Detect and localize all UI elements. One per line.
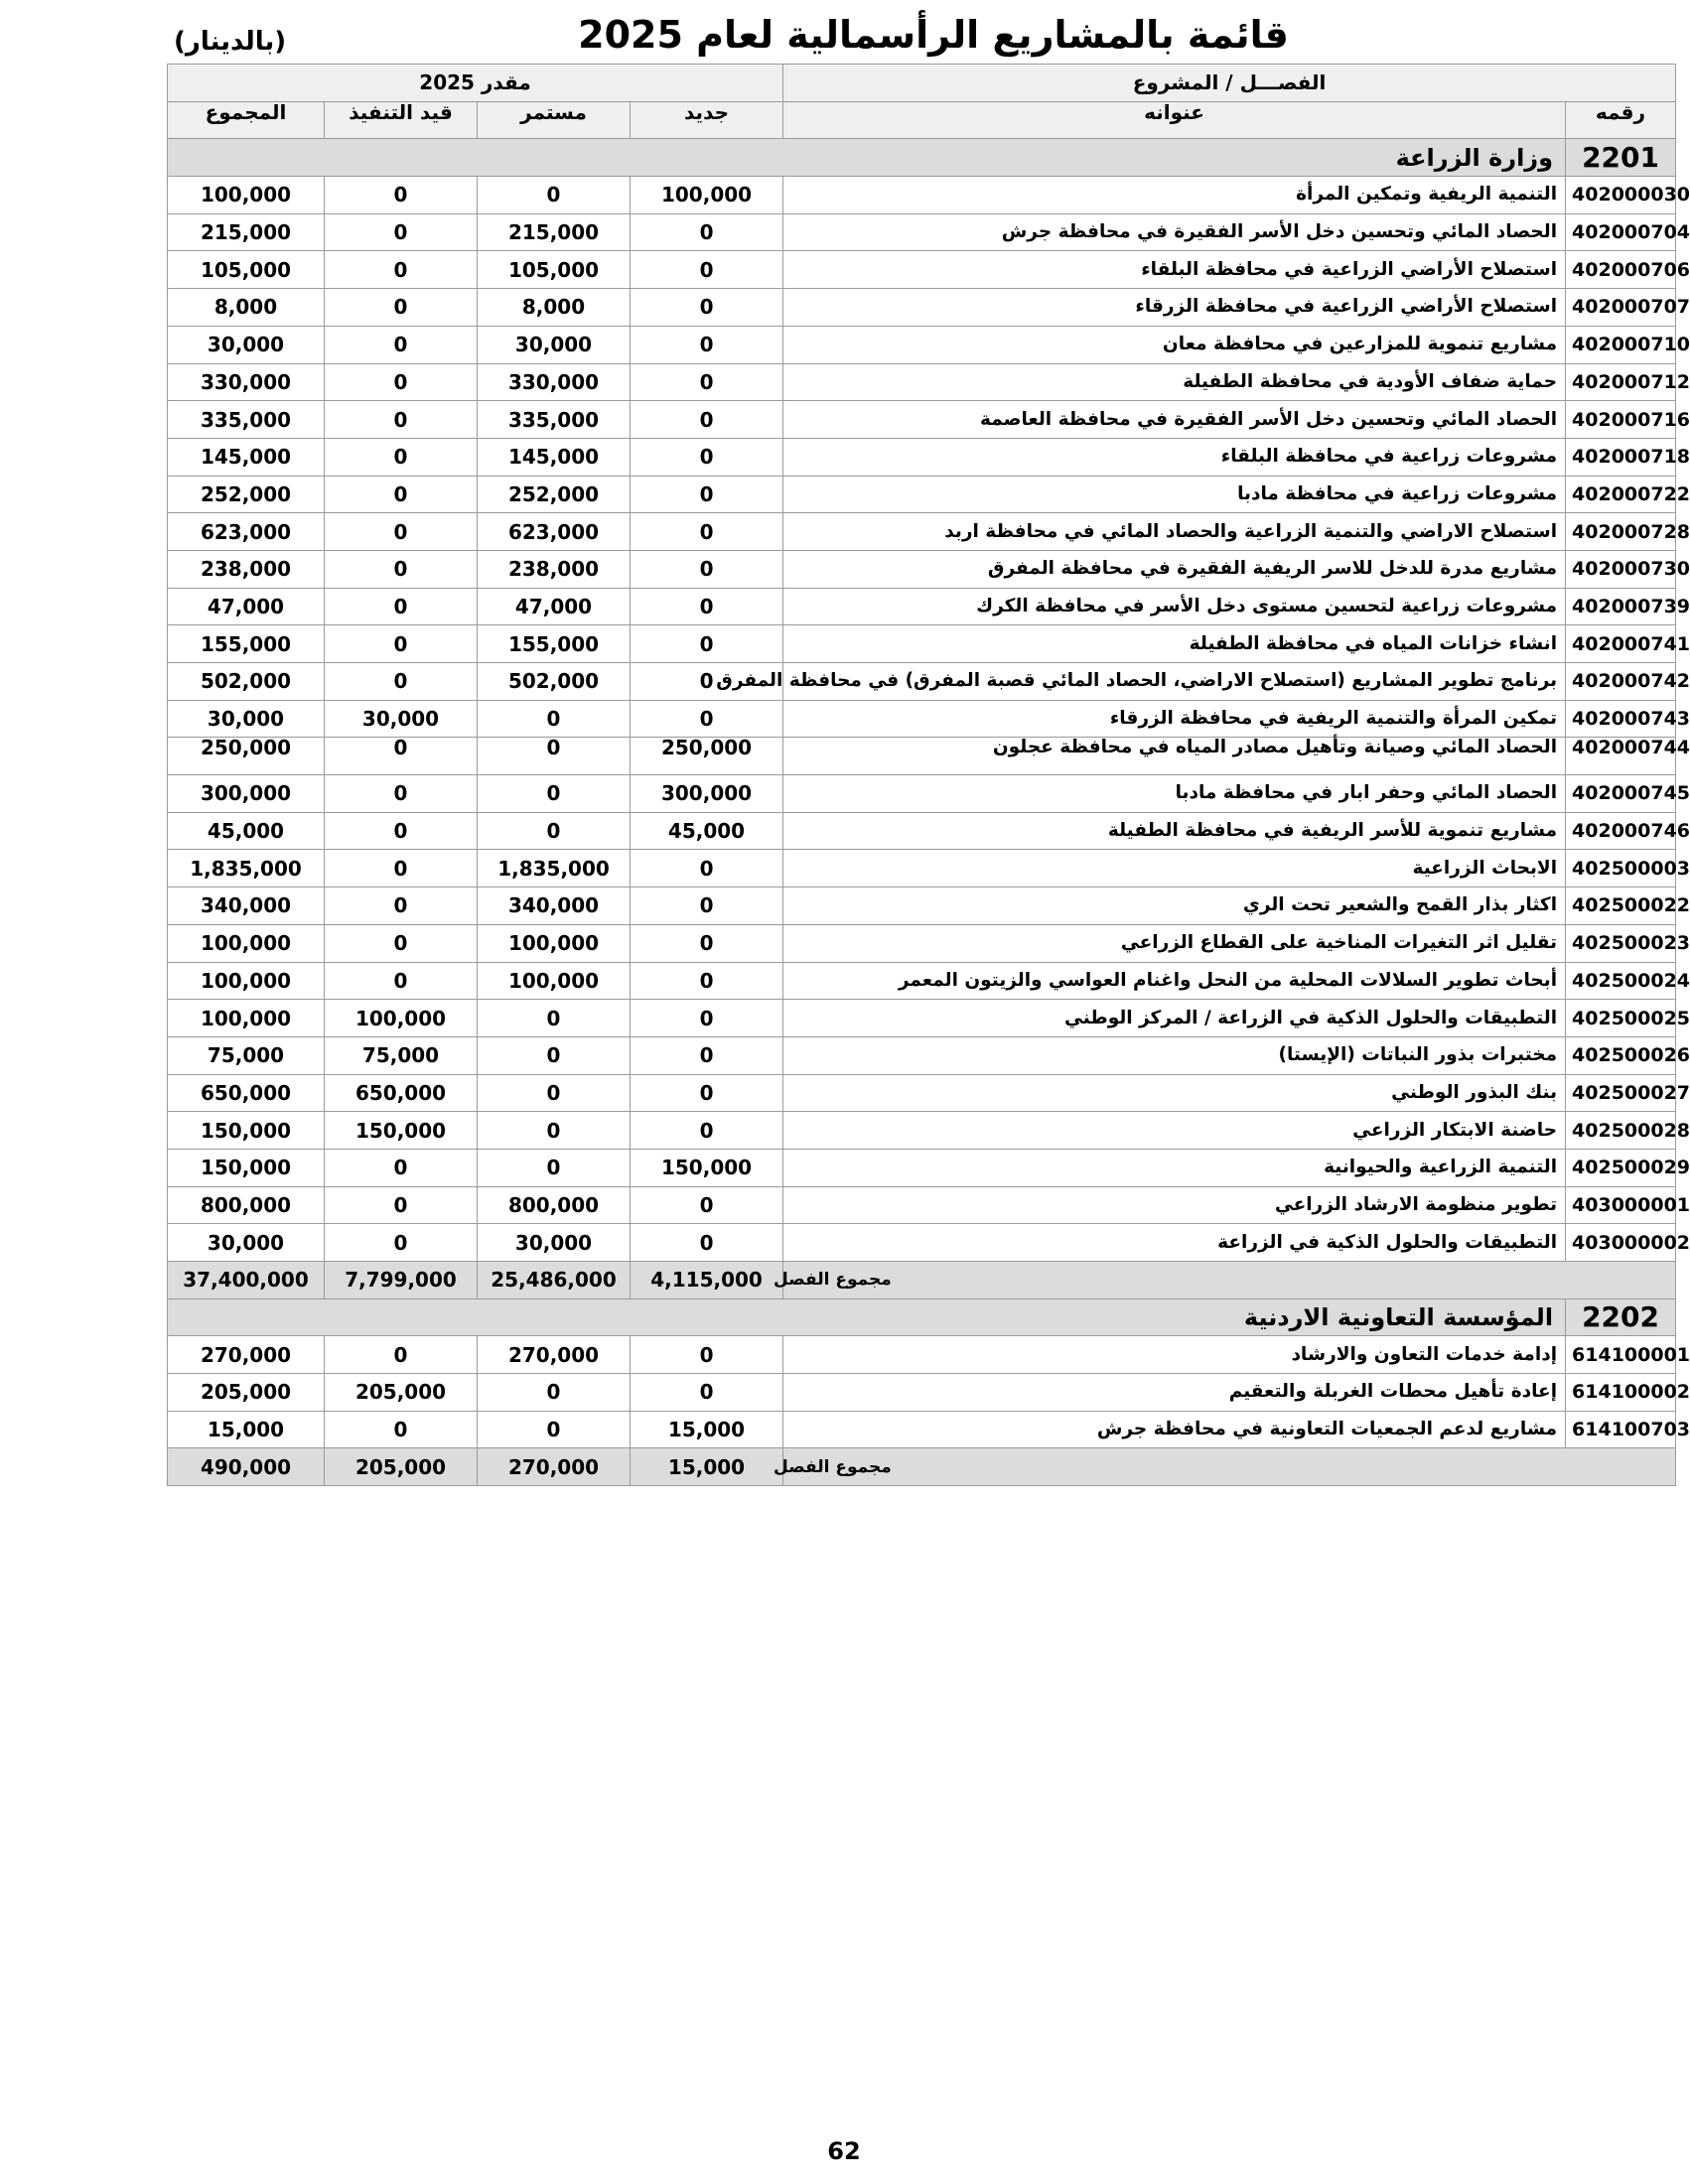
project-continuing: 100,000 (478, 924, 631, 962)
project-continuing: 145,000 (478, 438, 631, 476)
project-in-progress: 0 (325, 588, 478, 625)
project-continuing: 0 (478, 738, 631, 775)
project-row (168, 326, 1676, 363)
col-header-total: المجموع (168, 101, 325, 139)
project-title: الحصاد المائي وصيانة وتأهيل مصادر المياه في محافظة عجلون (783, 738, 1566, 775)
project-code: 402000712 (1566, 363, 1676, 401)
project-in-progress: 0 (325, 289, 478, 327)
project-new: 0 (631, 550, 783, 588)
project-new: 100,000 (631, 177, 783, 214)
section-total-sum: 490,000 (168, 1448, 325, 1486)
project-total: 330,000 (168, 363, 325, 401)
project-code: 402000744 (1566, 738, 1676, 775)
col-header-continuing: مستمر (478, 101, 631, 139)
project-in-progress: 0 (325, 213, 478, 251)
project-new: 0 (631, 1374, 783, 1412)
project-new: 0 (631, 476, 783, 513)
project-total: 100,000 (168, 962, 325, 1000)
section-total-new: 15,000 (631, 1448, 783, 1486)
project-title: التطبيقات والحلول الذكية في الزراعة (783, 1224, 1566, 1262)
project-total: 300,000 (168, 775, 325, 813)
project-new: 0 (631, 1112, 783, 1150)
section-name (168, 139, 1566, 177)
project-new: 0 (631, 625, 783, 663)
project-row (168, 251, 1676, 289)
project-total: 502,000 (168, 663, 325, 701)
project-code: 402000716 (1566, 401, 1676, 439)
project-row (168, 401, 1676, 439)
project-title: إعادة تأهيل محطات الغربلة والتعقيم (783, 1374, 1566, 1412)
project-in-progress: 0 (325, 438, 478, 476)
project-continuing: 238,000 (478, 550, 631, 588)
project-total: 623,000 (168, 513, 325, 551)
project-row (168, 775, 1676, 813)
project-row (168, 1074, 1676, 1112)
project-title: الابحاث الزراعية (783, 850, 1566, 887)
project-new: 0 (631, 1000, 783, 1037)
section-name-text: المؤسسة التعاونية الاردنية (1243, 1303, 1554, 1332)
project-total: 75,000 (168, 1036, 325, 1074)
project-continuing: 0 (478, 812, 631, 850)
project-continuing: 502,000 (478, 663, 631, 701)
project-row (168, 663, 1676, 701)
project-continuing: 0 (478, 1074, 631, 1112)
project-row (168, 363, 1676, 401)
project-in-progress: 0 (325, 962, 478, 1000)
chapter-project-header: الفصـــل / المشروع (783, 65, 1676, 102)
project-title: الحصاد المائي وتحسين دخل الأسر الفقيرة في محافظة العاصمة (783, 401, 1566, 439)
project-title: مختبرات بذور النباتات (الإيستا) (783, 1036, 1566, 1074)
project-continuing: 1,835,000 (478, 850, 631, 887)
project-in-progress: 100,000 (325, 1000, 478, 1037)
project-code: 403000001 (1566, 1186, 1676, 1224)
project-in-progress: 0 (325, 401, 478, 439)
project-total: 650,000 (168, 1074, 325, 1112)
project-new: 0 (631, 1224, 783, 1262)
project-new: 0 (631, 700, 783, 738)
project-in-progress: 0 (325, 1186, 478, 1224)
project-new: 15,000 (631, 1411, 783, 1448)
project-new: 0 (631, 924, 783, 962)
project-code: 402500026 (1566, 1036, 1676, 1074)
project-total: 252,000 (168, 476, 325, 513)
project-title: حماية ضفاف الأودية في محافظة الطفيلة (783, 363, 1566, 401)
project-row (168, 1336, 1676, 1374)
project-title: مشاريع تنموية للمزارعين في محافظة معان (783, 326, 1566, 363)
section-total-in-progress: 205,000 (325, 1448, 478, 1486)
project-new: 0 (631, 438, 783, 476)
project-title: حاضنة الابتكار الزراعي (783, 1112, 1566, 1150)
project-total: 340,000 (168, 887, 325, 925)
project-continuing: 0 (478, 700, 631, 738)
project-continuing: 800,000 (478, 1186, 631, 1224)
project-row (168, 700, 1676, 738)
project-code: 402500027 (1566, 1074, 1676, 1112)
project-row (168, 625, 1676, 663)
project-in-progress: 0 (325, 887, 478, 925)
section-total-label (774, 1448, 1676, 1486)
project-row (168, 738, 1676, 775)
header-row-columns (168, 101, 1676, 139)
project-code: 402500025 (1566, 1000, 1676, 1037)
project-row (168, 513, 1676, 551)
project-total: 47,000 (168, 588, 325, 625)
project-code: 402000746 (1566, 812, 1676, 850)
section-total-label (774, 1262, 1676, 1299)
project-row (168, 1000, 1676, 1037)
col-header-title: عنوانه (783, 101, 1566, 139)
project-total: 100,000 (168, 924, 325, 962)
project-in-progress: 0 (325, 550, 478, 588)
project-continuing: 105,000 (478, 251, 631, 289)
project-total: 205,000 (168, 1374, 325, 1412)
project-title: التنمية الريفية وتمكين المرأة (783, 177, 1566, 214)
project-in-progress: 0 (325, 663, 478, 701)
project-code: 614100703 (1566, 1411, 1676, 1448)
project-total: 270,000 (168, 1336, 325, 1374)
project-total: 335,000 (168, 401, 325, 439)
project-code: 614100001 (1566, 1336, 1676, 1374)
project-continuing: 155,000 (478, 625, 631, 663)
project-code: 402500028 (1566, 1112, 1676, 1150)
project-in-progress: 0 (325, 251, 478, 289)
project-total: 238,000 (168, 550, 325, 588)
project-title: برنامج تطوير المشاريع (استصلاح الاراضي، الحصاد المائي قصبة المفرق) في محافظة المفرق (783, 663, 1566, 701)
project-total: 30,000 (168, 700, 325, 738)
page-number: 62 (827, 2137, 861, 2165)
project-new: 0 (631, 1186, 783, 1224)
project-title: التطبيقات والحلول الذكية في الزراعة / المركز الوطني (783, 1000, 1566, 1037)
project-row (168, 812, 1676, 850)
project-row (168, 1374, 1676, 1412)
project-title: تطوير منظومة الارشاد الزراعي (783, 1186, 1566, 1224)
section-total-new: 4,115,000 (631, 1262, 783, 1299)
project-new: 0 (631, 251, 783, 289)
project-row (168, 177, 1676, 214)
project-in-progress: 0 (325, 850, 478, 887)
section-number: 2201 (1566, 139, 1676, 177)
project-new: 0 (631, 363, 783, 401)
project-code: 403000002 (1566, 1224, 1676, 1262)
project-in-progress: 0 (325, 476, 478, 513)
col-header-new: جديد (631, 101, 783, 139)
project-in-progress: 0 (325, 326, 478, 363)
project-row (168, 887, 1676, 925)
project-new: 150,000 (631, 1149, 783, 1186)
project-code: 402000743 (1566, 700, 1676, 738)
project-title: تمكين المرأة والتنمية الريفية في محافظة الزرقاء (783, 700, 1566, 738)
project-title: مشروعات زراعية في محافظة مادبا (783, 476, 1566, 513)
project-continuing: 623,000 (478, 513, 631, 551)
project-new: 0 (631, 213, 783, 251)
project-continuing: 0 (478, 775, 631, 813)
project-row (168, 289, 1676, 327)
project-continuing: 330,000 (478, 363, 631, 401)
project-row (168, 1036, 1676, 1074)
project-title: تقليل اثر التغيرات المناخية على القطاع الزراعي (783, 924, 1566, 962)
project-row (168, 476, 1676, 513)
project-title: بنك البذور الوطني (783, 1074, 1566, 1112)
project-total: 150,000 (168, 1112, 325, 1150)
project-new: 45,000 (631, 812, 783, 850)
project-total: 215,000 (168, 213, 325, 251)
project-code: 402000710 (1566, 326, 1676, 363)
project-code: 402000730 (1566, 550, 1676, 588)
project-row (168, 588, 1676, 625)
project-in-progress: 0 (325, 513, 478, 551)
project-total: 45,000 (168, 812, 325, 850)
col-header-number: رقمه (1566, 101, 1676, 139)
project-title: استصلاح الأراضي الزراعية في محافظة البلقاء (783, 251, 1566, 289)
project-code: 402500029 (1566, 1149, 1676, 1186)
project-code: 402000030 (1566, 177, 1676, 214)
project-continuing: 30,000 (478, 326, 631, 363)
project-new: 0 (631, 887, 783, 925)
project-continuing: 215,000 (478, 213, 631, 251)
project-total: 800,000 (168, 1186, 325, 1224)
section-total-sum: 37,400,000 (168, 1262, 325, 1299)
project-continuing: 0 (478, 1411, 631, 1448)
project-row (168, 438, 1676, 476)
project-title: مشاريع مدرة للدخل للاسر الريفية الفقيرة في محافظة المفرق (783, 550, 1566, 588)
project-new: 0 (631, 1336, 783, 1374)
col-header-in-progress: قيد التنفيذ (325, 101, 478, 139)
project-continuing: 0 (478, 1112, 631, 1150)
project-new: 0 (631, 663, 783, 701)
project-new: 0 (631, 401, 783, 439)
project-row (168, 1224, 1676, 1262)
section-total-label-text: مجموع الفصل (774, 1270, 892, 1291)
project-new: 0 (631, 588, 783, 625)
project-total: 100,000 (168, 177, 325, 214)
currency-unit-note: (بالدينار) (174, 27, 287, 57)
project-continuing: 252,000 (478, 476, 631, 513)
project-title: استصلاح الأراضي الزراعية في محافظة الزرقاء (783, 289, 1566, 327)
section-total-row (168, 1262, 1676, 1299)
project-new: 0 (631, 513, 783, 551)
project-in-progress: 650,000 (325, 1074, 478, 1112)
project-code: 402000745 (1566, 775, 1676, 813)
project-code: 402000718 (1566, 438, 1676, 476)
project-row (168, 1186, 1676, 1224)
section-name-text: وزارة الزراعة (1395, 143, 1554, 172)
project-in-progress: 205,000 (325, 1374, 478, 1412)
project-title: مشاريع لدعم الجمعيات التعاونية في محافظة جرش (783, 1411, 1566, 1448)
section-header-row (168, 1298, 1676, 1336)
project-code: 402500023 (1566, 924, 1676, 962)
project-continuing: 335,000 (478, 401, 631, 439)
project-total: 250,000 (168, 738, 325, 775)
section-header-row (168, 139, 1676, 177)
project-in-progress: 0 (325, 738, 478, 775)
project-total: 8,000 (168, 289, 325, 327)
project-total: 30,000 (168, 1224, 325, 1262)
project-new: 0 (631, 962, 783, 1000)
project-in-progress: 0 (325, 177, 478, 214)
project-total: 100,000 (168, 1000, 325, 1037)
project-in-progress: 0 (325, 924, 478, 962)
capital-projects-table (167, 64, 1690, 1486)
project-code: 402000741 (1566, 625, 1676, 663)
project-continuing: 30,000 (478, 1224, 631, 1262)
project-in-progress: 0 (325, 1149, 478, 1186)
estimate-group-header: مقدر 2025 (168, 65, 783, 102)
project-row (168, 213, 1676, 251)
project-in-progress: 30,000 (325, 700, 478, 738)
page-title: قائمة بالمشاريع الرأسمالية لعام 2025 (578, 13, 1289, 57)
project-new: 250,000 (631, 738, 783, 775)
project-new: 0 (631, 850, 783, 887)
project-continuing: 100,000 (478, 962, 631, 1000)
project-code: 614100002 (1566, 1374, 1676, 1412)
project-code: 402500022 (1566, 887, 1676, 925)
project-in-progress: 0 (325, 363, 478, 401)
project-total: 30,000 (168, 326, 325, 363)
project-title: مشاريع تنموية للأسر الريفية في محافظة الطفيلة (783, 812, 1566, 850)
project-new: 0 (631, 1074, 783, 1112)
project-total: 1,835,000 (168, 850, 325, 887)
project-continuing: 47,000 (478, 588, 631, 625)
project-in-progress: 0 (325, 775, 478, 813)
project-code: 402000706 (1566, 251, 1676, 289)
project-continuing: 270,000 (478, 1336, 631, 1374)
project-title: استصلاح الاراضي والتنمية الزراعية والحصاد المائي في محافظة اربد (783, 513, 1566, 551)
project-new: 0 (631, 1036, 783, 1074)
project-code: 402000722 (1566, 476, 1676, 513)
project-code: 402000704 (1566, 213, 1676, 251)
project-code: 402000742 (1566, 663, 1676, 701)
project-title: اكثار بذار القمح والشعير تحت الري (783, 887, 1566, 925)
project-row (168, 550, 1676, 588)
project-row (168, 1112, 1676, 1150)
section-total-row (168, 1448, 1676, 1486)
project-title: الحصاد المائي وحفر ابار في محافظة مادبا (783, 775, 1566, 813)
project-continuing: 0 (478, 177, 631, 214)
project-row (168, 1149, 1676, 1186)
project-in-progress: 0 (325, 1411, 478, 1448)
project-in-progress: 0 (325, 1224, 478, 1262)
project-title: إدامة خدمات التعاون والارشاد (783, 1336, 1566, 1374)
project-in-progress: 0 (325, 625, 478, 663)
project-continuing: 8,000 (478, 289, 631, 327)
section-name (168, 1298, 1566, 1336)
section-total-continuing: 270,000 (478, 1448, 631, 1486)
project-code: 402000728 (1566, 513, 1676, 551)
project-code: 402000739 (1566, 588, 1676, 625)
project-total: 105,000 (168, 251, 325, 289)
section-total-in-progress: 7,799,000 (325, 1262, 478, 1299)
project-title: مشروعات زراعية لتحسين مستوى دخل الأسر في محافظة الكرك (783, 588, 1566, 625)
section-total-continuing: 25,486,000 (478, 1262, 631, 1299)
project-code: 402500003 (1566, 850, 1676, 887)
project-continuing: 340,000 (478, 887, 631, 925)
project-continuing: 0 (478, 1149, 631, 1186)
project-new: 300,000 (631, 775, 783, 813)
project-total: 150,000 (168, 1149, 325, 1186)
project-total: 155,000 (168, 625, 325, 663)
project-row (168, 850, 1676, 887)
section-number: 2202 (1566, 1298, 1676, 1336)
project-row (168, 924, 1676, 962)
project-in-progress: 0 (325, 1336, 478, 1374)
project-row (168, 962, 1676, 1000)
project-total: 15,000 (168, 1411, 325, 1448)
project-title: أبحاث تطوير السلالات المحلية من النحل واغنام العواسي والزيتون المعمر (783, 962, 1566, 1000)
project-code: 402000707 (1566, 289, 1676, 327)
project-continuing: 0 (478, 1374, 631, 1412)
project-continuing: 0 (478, 1000, 631, 1037)
header-row-groups (168, 65, 1676, 102)
project-title: الحصاد المائي وتحسين دخل الأسر الفقيرة في محافظة جرش (783, 213, 1566, 251)
project-title: التنمية الزراعية والحيوانية (783, 1149, 1566, 1186)
project-row (168, 1411, 1676, 1448)
project-code: 402500024 (1566, 962, 1676, 1000)
project-in-progress: 75,000 (325, 1036, 478, 1074)
project-title: مشروعات زراعية في محافظة البلقاء (783, 438, 1566, 476)
section-total-label-text: مجموع الفصل (774, 1456, 892, 1477)
project-total: 145,000 (168, 438, 325, 476)
project-new: 0 (631, 326, 783, 363)
project-in-progress: 150,000 (325, 1112, 478, 1150)
project-in-progress: 0 (325, 812, 478, 850)
project-continuing: 0 (478, 1036, 631, 1074)
project-title: انشاء خزانات المياه في محافظة الطفيلة (783, 625, 1566, 663)
project-new: 0 (631, 289, 783, 327)
